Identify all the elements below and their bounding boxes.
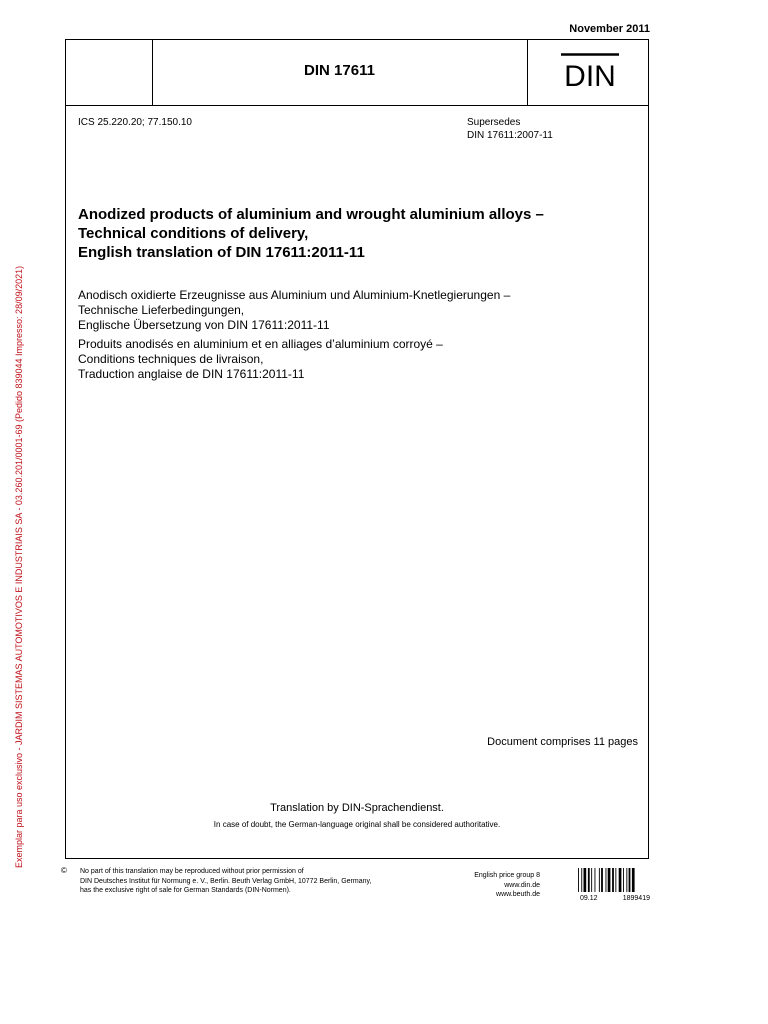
barcode-bar	[629, 868, 631, 892]
barcode-bar	[584, 868, 587, 892]
barcode-number: 1899419	[622, 895, 650, 902]
din-link[interactable]: www.din.de	[504, 881, 540, 889]
copyright-line: has the exclusive right of sale for German Standards (DIN-Normen).	[80, 887, 291, 894]
beuth-link[interactable]: www.beuth.de	[496, 891, 540, 898]
price-info	[450, 871, 540, 900]
barcode-bar	[599, 868, 600, 892]
supersedes-label: Supersedes	[467, 117, 521, 128]
barcode-bar	[581, 868, 582, 892]
barcode-date: 09.12	[580, 895, 598, 902]
price-group: English price group 8	[474, 872, 540, 879]
title-french	[78, 337, 638, 382]
supersedes-block	[467, 116, 553, 142]
supersedes-value: DIN 17611:2007-11	[467, 130, 553, 141]
barcode	[578, 868, 648, 892]
title-french-line: Traduction anglaise de DIN 17611:2011-11	[78, 367, 305, 381]
title-german-line: Technische Lieferbedingungen,	[78, 303, 245, 317]
barcode-bar	[606, 868, 607, 892]
barcode-bar	[601, 868, 603, 892]
barcode-bar	[591, 868, 592, 892]
page-count: Document comprises 11 pages	[487, 736, 638, 748]
barcode-bar	[608, 868, 611, 892]
license-watermark: Exemplar para uso exclusivo - JARDIM SISTEMAS AUTOMOTIVOS E INDUSTRIAIS SA - 03.260.201/0001-69 (Pedido 839044 Impresso: 28/09/2021)	[14, 265, 24, 868]
barcode-bar	[623, 868, 624, 892]
authority-note: In case of doubt, the German-language original shall be considered authoritative.	[213, 820, 501, 829]
title-german-line: Anodisch oxidierte Erzeugnisse aus Aluminium und Aluminium-Knetlegierungen –	[78, 288, 511, 302]
title-english-line: Technical conditions of delivery,	[78, 225, 309, 242]
barcode-bar	[578, 868, 579, 892]
translation-credit: Translation by DIN-Sprachendienst.	[270, 802, 444, 814]
copyright-symbol: ©	[61, 866, 67, 875]
barcode-bar	[619, 868, 622, 892]
copyright-line: No part of this translation may be reproduced without prior permission of	[80, 868, 304, 875]
standard-number: DIN 17611	[304, 62, 375, 79]
din-logo	[560, 53, 620, 89]
header-divider-right	[527, 39, 528, 106]
title-english	[78, 205, 638, 262]
din-logo-text: DIN	[564, 60, 616, 89]
barcode-bar	[595, 868, 596, 892]
copyright-notice	[80, 867, 371, 896]
title-german	[78, 288, 638, 333]
barcode-bar	[588, 868, 590, 892]
barcode-bar	[632, 868, 635, 892]
copyright-line: DIN Deutsches Institut für Normung e. V., Berlin. Beuth Verlag GmbH, 10772 Berlin, Germany,	[80, 877, 372, 885]
title-french-line: Produits anodisés en aluminium et en alliages d’aluminium corroyé –	[78, 337, 443, 351]
title-english-line: Anodized products of aluminium and wrought aluminium alloys –	[78, 206, 544, 223]
barcode-bar	[615, 868, 616, 892]
issue-date: November 2011	[569, 23, 650, 35]
title-french-line: Conditions techniques de livraison,	[78, 352, 264, 366]
barcode-bar	[626, 868, 627, 892]
title-german-line: Englische Übersetzung von DIN 17611:2011-11	[78, 318, 330, 332]
ics-code: ICS 25.220.20; 77.150.10	[78, 117, 192, 128]
barcode-bar	[612, 868, 614, 892]
title-english-line: English translation of DIN 17611:2011-11	[78, 244, 365, 261]
